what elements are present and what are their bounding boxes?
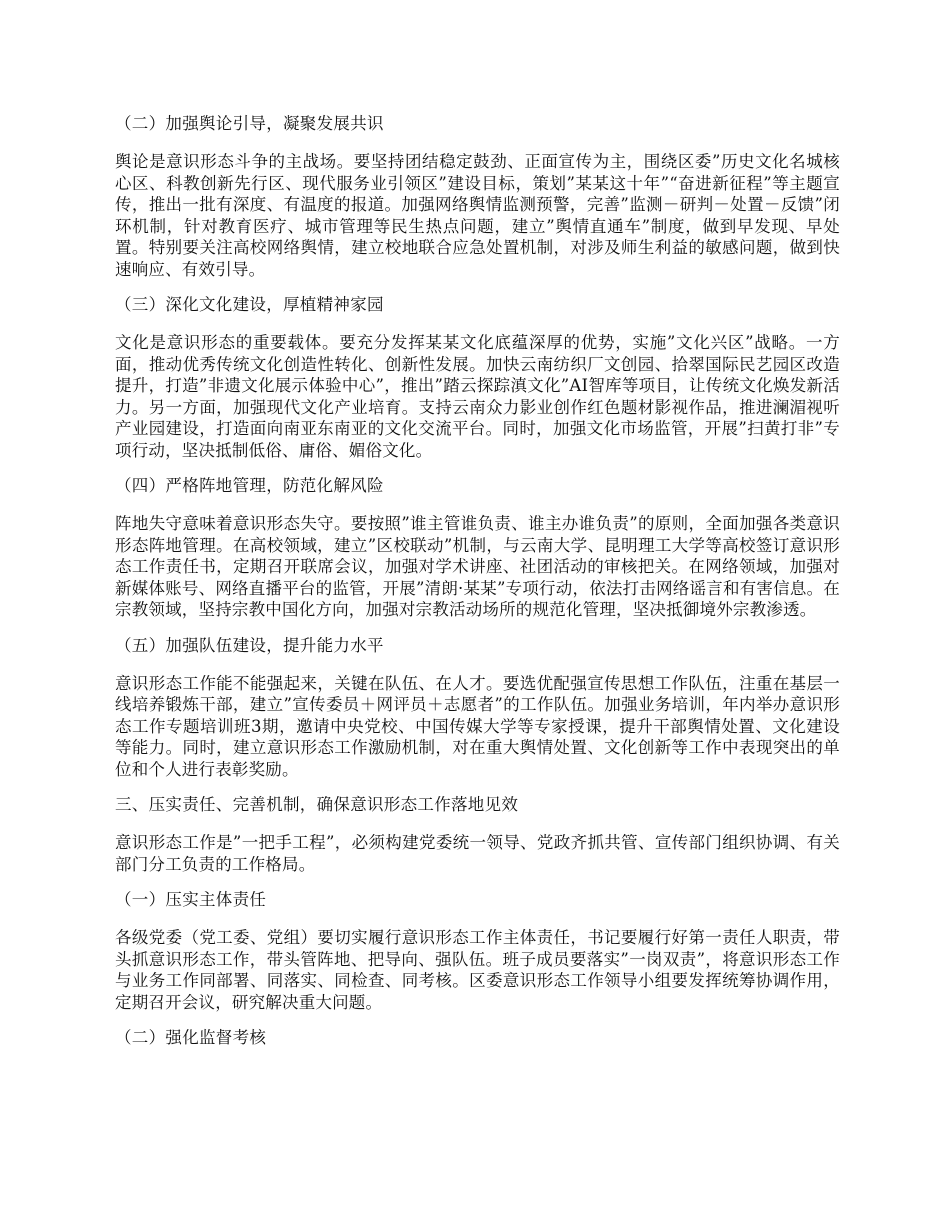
- paragraph-responsibility-intro: 意识形态工作是”一把手工程”，必须构建党委统一领导、党政齐抓共管、宣传部门组织协调、有关部门分工负责的工作格局。: [115, 833, 840, 874]
- section-heading-position-management: （四）严格阵地管理，防范化解风险: [115, 476, 384, 495]
- document-page: [115, 113, 840, 1065]
- paragraph-position-management: 阵地失守意味着意识形态失守。要按照”谁主管谁负责、谁主办谁负责”的原则，全面加强各类意识形态阵地管理。在高校领域，建立”区校联动”机制，与云南大学、昆明理工大学等高校签订意识形态工作责任书，定期召开联席会议，加强对学术讲座、社团活动的审核把关。在网络领域，加强对新媒体账号、网络直播平台的监管，开展”清朗·某某”专项行动，依法打击网络谣言和有害信息。在宗教领域，坚持宗教中国化方向，加强对宗教活动场所的规范化管理，坚决抵御境外宗教渗透。: [115, 514, 840, 619]
- section-heading-guide-public-opinion: （二）加强舆论引导，凝聚发展共识: [115, 114, 384, 133]
- section-heading-team-building: （五）加强队伍建设，提升能力水平: [115, 635, 384, 655]
- section-heading-supervision: （二）强化监督考核: [115, 1028, 267, 1047]
- chapter-heading-responsibility: 三、压实责任、完善机制，确保意识形态工作落地见效: [115, 795, 519, 814]
- paragraph-main-responsibility: 各级党委（党工委、党组）要切实履行意识形态工作主体责任，书记要履行好第一责任人职责，带头抓意识形态工作，带头管阵地、把导向、强队伍。班子成员要落实”一岗双责”，将意识形态工作与业务工作同部署、同落实、同检查、同考核。区委意识形态工作领导小组要发挥统筹协调作用，定期召开会议，研究解决重大问题。: [115, 928, 840, 1012]
- paragraph-team-building: 意识形态工作能不能强起来，关键在队伍、在人才。要选优配强宣传思想工作队伍，注重在基层一线培养锻炼干部，建立”宣传委员＋网评员＋志愿者”的工作队伍。加强业务培训，年内举办意识形态工作专题培训班3期，邀请中央党校、中国传媒大学等专家授课，提升干部舆情处置、文化建设等能力。同时，建立意识形态工作激励机制，对在重大舆情处置、文化创新等工作中表现突出的单位和个人进行表彰奖励。: [115, 673, 840, 779]
- paragraph-public-opinion: 舆论是意识形态斗争的主战场。要坚持团结稳定鼓劲、正面宣传为主，围绕区委”历史文化名城核心区、科教创新先行区、现代服务业引领区”建设目标，策划”某某这十年”“奋进新征程”等主题宣传，推出一批有深度、有温度的报道。加强网络舆情监测预警，完善”监测－研判－处置－反馈”闭环机制，针对教育医疗、城市管理等民生热点问题，建立”舆情直通车”制度，做到早发现、早处置。特别要关注高校网络舆情，建立校地联合应急处置机制，对涉及师生利益的敏感问题，做到快速响应、有效引导。: [115, 152, 840, 279]
- section-heading-main-responsibility: （一）压实主体责任: [115, 890, 267, 909]
- paragraph-culture: 文化是意识形态的重要载体。要充分发挥某某文化底蕴深厚的优势，实施”文化兴区”战略。一方面，推动优秀传统文化创造性转化、创新性发展。加快云南纺织厂文创园、拾翠国际民艺园区改造提升，打造”非遗文化展示体验中心”，推出”踏云探踪滇文化”AI智库等项目，让传统文化焕发新活力。另一方面，加强现代文化产业培育。支持云南众力影业创作红色题材影视作品，推进澜湄视听产业园建设，打造面向南亚东南亚的文化交流平台。同时，加强文化市场监管，开展”扫黄打非”专项行动，坚决抵制低俗、庸俗、媚俗文化。: [115, 333, 840, 460]
- section-heading-culture: （三）深化文化建设，厚植精神家园: [115, 295, 384, 314]
